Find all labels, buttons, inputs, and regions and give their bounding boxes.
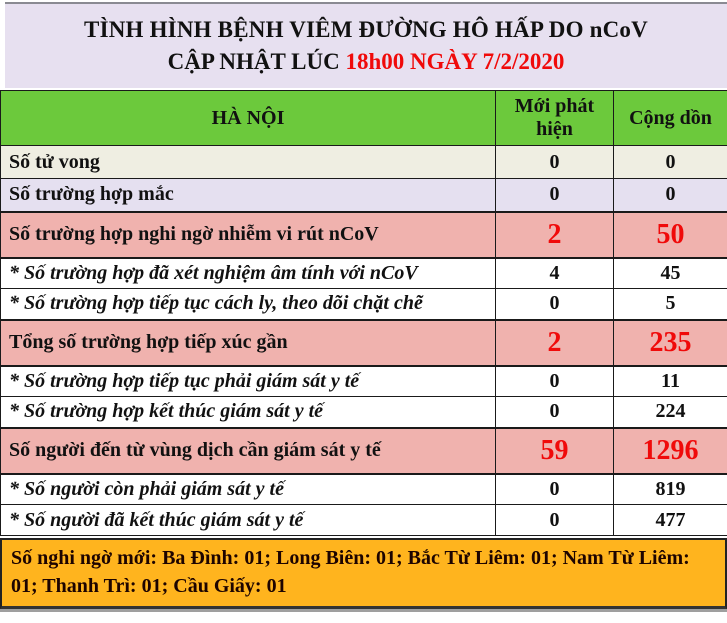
row-total-value: 235 <box>614 320 727 366</box>
table-row <box>1 505 727 536</box>
row-total-value: 224 <box>614 397 727 428</box>
column-header-new-cases: Mới phát hiện <box>496 91 614 146</box>
row-total-value: 5 <box>614 289 727 320</box>
ncov-status-table <box>0 90 727 536</box>
row-label: Tổng số trường hợp tiếp xúc gần <box>1 320 496 366</box>
row-label: * Số trường hợp tiếp tục cách ly, theo dõi chặt chẽ <box>1 289 496 320</box>
new-suspects-by-district-note <box>0 538 727 609</box>
table-row <box>1 397 727 428</box>
table-row <box>1 146 727 179</box>
row-label: Số trường hợp nghi ngờ nhiễm vi rút nCoV <box>1 212 496 258</box>
footer-text: Số nghi ngờ mới: Ba Đình: 01; Long Biên: 01; Bắc Từ Liêm: 01; Nam Từ Liêm: 01; Thanh Trì: 01; Cầu Giấy: 01 <box>11 547 690 597</box>
row-label: Số trường hợp mắc <box>1 179 496 212</box>
row-label: * Số người đã kết thúc giám sát y tế <box>1 505 496 536</box>
row-new-value: 0 <box>496 474 614 505</box>
table-row-highlight <box>1 212 727 258</box>
table-row-highlight <box>1 320 727 366</box>
table-row <box>1 258 727 289</box>
column-header-region: HÀ NỘI <box>1 91 496 146</box>
row-new-value: 0 <box>496 289 614 320</box>
table-row <box>1 474 727 505</box>
table-row-highlight <box>1 428 727 474</box>
row-new-value: 0 <box>496 146 614 179</box>
row-new-value: 0 <box>496 397 614 428</box>
row-total-value: 819 <box>614 474 727 505</box>
row-total-value: 45 <box>614 258 727 289</box>
row-total-value: 0 <box>614 179 727 212</box>
row-label: * Số trường hợp tiếp tục phải giám sát y tế <box>1 366 496 397</box>
row-label: * Số trường hợp đã xét nghiệm âm tính với nCoV <box>1 258 496 289</box>
row-label: Số người đến từ vùng dịch cần giám sát y tế <box>1 428 496 474</box>
column-header-cumulative: Cộng dồn <box>614 91 727 146</box>
row-total-value: 477 <box>614 505 727 536</box>
row-total-value: 1296 <box>614 428 727 474</box>
table-row <box>1 289 727 320</box>
title-update-prefix: CẬP NHẬT LÚC <box>167 49 346 74</box>
row-new-value: 2 <box>496 320 614 366</box>
row-new-value: 59 <box>496 428 614 474</box>
row-total-value: 0 <box>614 146 727 179</box>
row-new-value: 0 <box>496 366 614 397</box>
row-total-value: 50 <box>614 212 727 258</box>
table-header-row <box>1 91 727 146</box>
title-update-datetime: 18h00 NGÀY 7/2/2020 <box>345 49 565 74</box>
table-row <box>1 366 727 397</box>
row-label: * Số trường hợp kết thúc giám sát y tế <box>1 397 496 428</box>
title-line2 <box>168 49 565 75</box>
row-new-value: 2 <box>496 212 614 258</box>
row-new-value: 4 <box>496 258 614 289</box>
row-total-value: 11 <box>614 366 727 397</box>
table-row <box>1 179 727 212</box>
title-line1: TÌNH HÌNH BỆNH VIÊM ĐƯỜNG HÔ HẤP DO nCoV <box>84 17 648 42</box>
row-label: * Số người còn phải giám sát y tế <box>1 474 496 505</box>
row-new-value: 0 <box>496 179 614 212</box>
row-new-value: 0 <box>496 505 614 536</box>
bulletin-title <box>5 2 727 88</box>
row-label: Số tử vong <box>1 146 496 179</box>
